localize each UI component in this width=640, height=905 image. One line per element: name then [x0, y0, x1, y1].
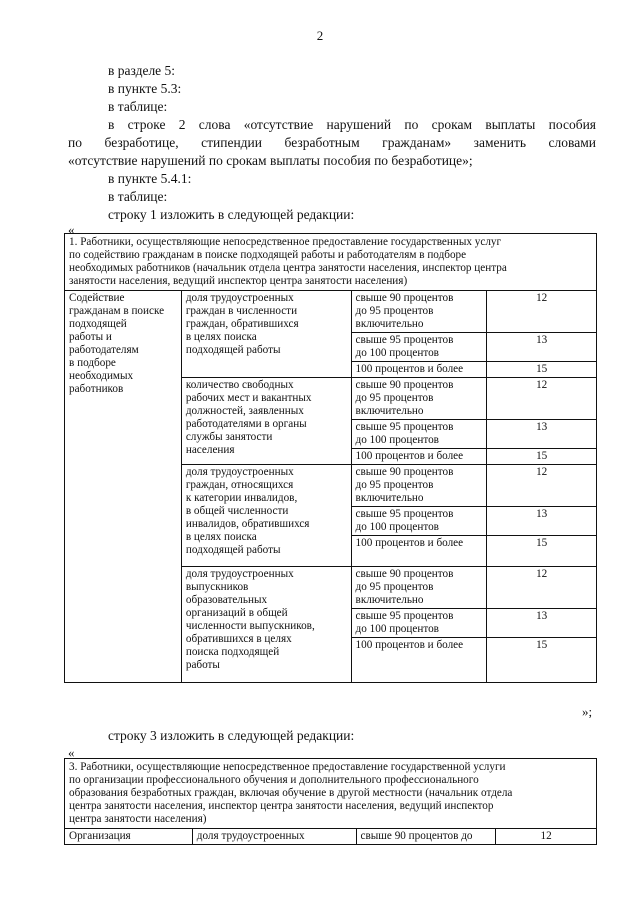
- condition-cell: свыше 95 процентов до 100 процентов: [351, 333, 487, 362]
- condition-cell: свыше 90 процентов до 95 процентов включительно: [351, 465, 487, 507]
- score-cell: 13: [487, 420, 597, 449]
- condition-cell: свыше 95 процентов до 100 процентов: [351, 507, 487, 536]
- paragraph-line-3: «отсутствие нарушений по срокам выплаты пособия по безработице»;: [68, 153, 473, 168]
- condition-cell: свыше 90 процентов до: [356, 829, 496, 845]
- open-quote-1: «: [68, 222, 75, 237]
- score-cell: 15: [487, 449, 597, 465]
- indicator-4-name: доля трудоустроенных выпускников образовательных организаций в общей численности выпускников, обратившихся в целях поиска подходящей работы: [181, 567, 351, 683]
- table-row-3: [64, 758, 597, 845]
- score-cell: 13: [487, 507, 597, 536]
- text-section-5: в разделе 5:: [108, 63, 176, 78]
- text-item-5-4-1: в пункте 5.4.1:: [108, 171, 192, 186]
- text-row-3-edit: строку 3 изложить в следующей редакции:: [108, 728, 355, 743]
- paragraph-line-1: в строке 2 слова «отсутствие нарушений по срокам выплаты пособия: [108, 117, 596, 132]
- text-in-table-1: в таблице:: [108, 99, 168, 114]
- table-row-1: [64, 233, 597, 683]
- table1-service-cell: Содействие гражданам в поиске подходящей работы и работодателям в подборе необходимых работников: [65, 291, 182, 683]
- score-cell: 15: [487, 362, 597, 378]
- score-cell: 12: [487, 465, 597, 507]
- condition-cell: свыше 90 процентов до 95 процентов включительно: [351, 291, 487, 333]
- score-cell: 13: [487, 333, 597, 362]
- score-cell: 15: [487, 536, 597, 567]
- indicator-1-name: доля трудоустроенных граждан в численности граждан, обратившихся в целях поиска подходящей работы: [181, 291, 351, 378]
- condition-cell: 100 процентов и более: [351, 638, 487, 683]
- table2-indicator-cell: доля трудоустроенных: [192, 829, 356, 845]
- table1-header: 1. Работники, осуществляющие непосредственное предоставление государственных услуг по содействию гражданам в поиске подходящей работы и работодателям в подборе необходимых работников (начальник отдела центра занятости населения, инспектор центра занятости населения, ведущий инспектор центра занятости населения): [65, 234, 597, 291]
- condition-cell: свыше 90 процентов до 95 процентов включительно: [351, 567, 487, 609]
- score-cell: 12: [487, 378, 597, 420]
- condition-cell: 100 процентов и более: [351, 536, 487, 567]
- open-quote-2: «: [68, 745, 75, 760]
- text-item-5-3: в пункте 5.3:: [108, 81, 182, 96]
- text-row-1-edit: строку 1 изложить в следующей редакции:: [108, 207, 355, 222]
- condition-cell: 100 процентов и более: [351, 362, 487, 378]
- close-quote-1: »;: [582, 704, 593, 719]
- condition-cell: свыше 95 процентов до 100 процентов: [351, 420, 487, 449]
- indicator-3-name: доля трудоустроенных граждан, относящихся к категории инвалидов, в общей численности инвалидов, обратившихся в целях поиска подходящей работы: [181, 465, 351, 567]
- condition-cell: свыше 95 процентов до 100 процентов: [351, 609, 487, 638]
- indicator-2-name: количество свободных рабочих мест и вакантных должностей, заявленных работодателями в органы службы занятости населения: [181, 378, 351, 465]
- score-cell: 12: [487, 291, 597, 333]
- condition-cell: свыше 90 процентов до 95 процентов включительно: [351, 378, 487, 420]
- table2-header: 3. Работники, осуществляющие непосредственное предоставление государственной услуги по организации профессионального обучения и дополнительного профессионального образования безработных граждан, включая обучение в другой местности (начальник отдела центра занятости населения, инспектор центра занятости населения, ведущий инспектор центра занятости населения): [65, 759, 597, 829]
- paragraph-line-2: по безработице, стипендии безработным гражданам» заменить словами: [68, 135, 596, 150]
- score-cell: 12: [496, 829, 597, 845]
- score-cell: 15: [487, 638, 597, 683]
- condition-cell: 100 процентов и более: [351, 449, 487, 465]
- page-number: 2: [316, 28, 324, 43]
- score-cell: 12: [487, 567, 597, 609]
- table2-service-cell: Организация: [65, 829, 193, 845]
- text-in-table-2: в таблице:: [108, 189, 168, 204]
- score-cell: 13: [487, 609, 597, 638]
